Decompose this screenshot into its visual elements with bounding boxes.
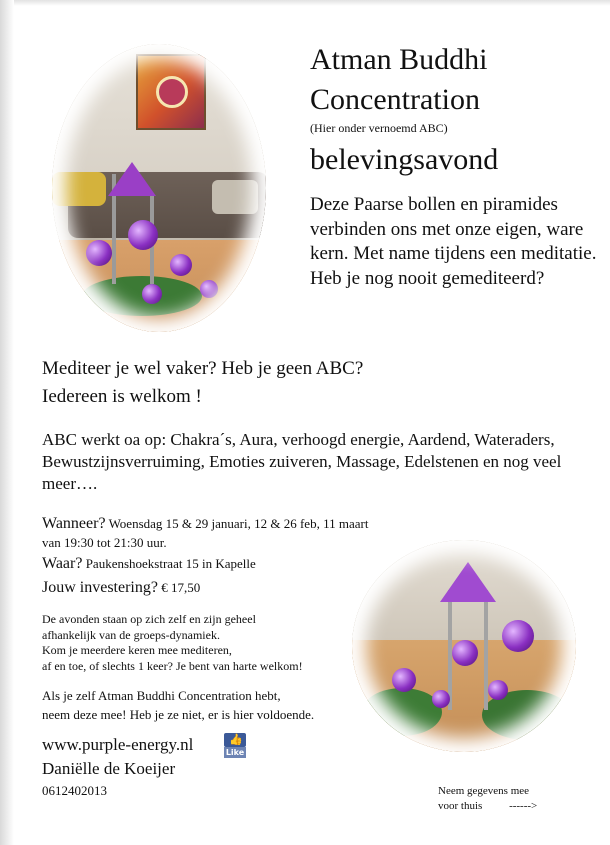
like-label: Like xyxy=(225,748,245,757)
photo2-leaf-mat xyxy=(362,688,442,736)
bring-line: neem deze mee! Heb je ze niet, er is hier voldoende. xyxy=(42,707,315,722)
arrow-icon: ------> xyxy=(509,800,538,812)
cost-block xyxy=(42,578,200,597)
note-line: Neem gegevens mee xyxy=(438,785,530,797)
note-line xyxy=(438,799,598,814)
photo2-orb xyxy=(488,680,508,700)
info-line: af en toe, of slechts 1 keer? Je bent van harte welkom! xyxy=(42,658,303,673)
note-text: voor thuis xyxy=(438,800,483,812)
photo1-wall xyxy=(52,44,266,204)
facebook-like-icon[interactable] xyxy=(224,733,246,759)
photo1-pyramid xyxy=(108,162,156,196)
photo1-stand xyxy=(112,174,116,284)
photo-crystals-table xyxy=(352,540,576,752)
photo1-pillow-yellow xyxy=(52,172,106,206)
photo2-stand xyxy=(448,590,452,710)
photo2-wall xyxy=(352,540,576,640)
photo1-leaf-mat xyxy=(82,276,202,316)
photo1-orb xyxy=(170,254,192,276)
when-label: Wanneer? xyxy=(42,515,106,532)
website-link[interactable]: www.purple-energy.nl xyxy=(42,735,194,754)
photo1-pillow-grey xyxy=(212,180,258,214)
take-home-note xyxy=(438,784,598,814)
left-shadow xyxy=(0,0,14,845)
info-line: afhankelijk van de groeps-dynamiek. xyxy=(42,627,220,642)
photo1-orb xyxy=(86,240,112,266)
where-value: Paukenshoekstraat 15 in Kapelle xyxy=(85,556,256,571)
where-block xyxy=(42,554,256,573)
thumbs-up-icon: 👍 xyxy=(229,733,243,746)
photo2-orb xyxy=(452,640,478,666)
info-block xyxy=(42,612,362,674)
photo1-stand xyxy=(150,194,154,284)
photo1-orb xyxy=(128,220,158,250)
intro-text: Deze Paarse bollen en piramides verbinden ons met onze eigen, ware kern. Met name tijdens een meditatie. Heb je nog nooit gemediteerd? xyxy=(310,194,597,289)
welcome-line: Iedereen is welkom ! xyxy=(42,386,202,407)
info-line: Kom je meerdere keren mee mediteren, xyxy=(42,643,232,657)
contact-name: Daniëlle de Koeijer xyxy=(42,759,176,778)
photo1-painting xyxy=(136,54,206,130)
info-line: De avonden staan op zich zelf en zijn geheel xyxy=(42,612,256,626)
where-label: Waar? xyxy=(42,555,83,572)
page-title-event: belevingsavond xyxy=(310,143,499,176)
photo2-orb xyxy=(502,620,534,652)
cost-value: € 17,50 xyxy=(161,580,201,595)
photo1-mandala xyxy=(156,76,188,108)
photo-crystals-living-room xyxy=(52,44,266,332)
photo1-orb xyxy=(200,280,218,298)
benefits-text: ABC werkt oa op: Chakra´s, Aura, verhoogd energie, Aardend, Wateraders, Bewustzijnsverruiming, Emoties zuiveren, Massage, Edelstenen en nog veel meer…. xyxy=(42,430,562,493)
photo2-stand xyxy=(484,590,488,710)
page-subtitle: (Hier onder vernoemd ABC) xyxy=(310,121,448,135)
contact-phone: 0612402013 xyxy=(42,783,107,798)
bring-block xyxy=(42,686,362,724)
cost-label: Jouw investering? xyxy=(42,579,158,596)
photo1-table xyxy=(52,240,266,332)
top-shadow xyxy=(0,0,610,6)
photo1-orb xyxy=(142,284,162,304)
question-line: Mediteer je wel vaker? Heb je geen ABC? xyxy=(42,358,364,379)
when-time: van 19:30 tot 21:30 uur. xyxy=(42,535,167,550)
photo2-orb xyxy=(432,690,450,708)
when-value: Woensdag 15 & 29 januari, 12 & 26 feb, 11 maart xyxy=(108,516,369,531)
photo2-leaf-mat xyxy=(482,690,572,740)
page-title: Atman Buddhi Concentration xyxy=(310,43,488,116)
photo2-orb xyxy=(392,668,416,692)
bring-line: Als je zelf Atman Buddhi Concentration hebt, xyxy=(42,688,281,703)
photo2-pyramid xyxy=(440,562,496,602)
photo1-sofa xyxy=(68,172,266,238)
like-thumb-box xyxy=(224,733,246,747)
